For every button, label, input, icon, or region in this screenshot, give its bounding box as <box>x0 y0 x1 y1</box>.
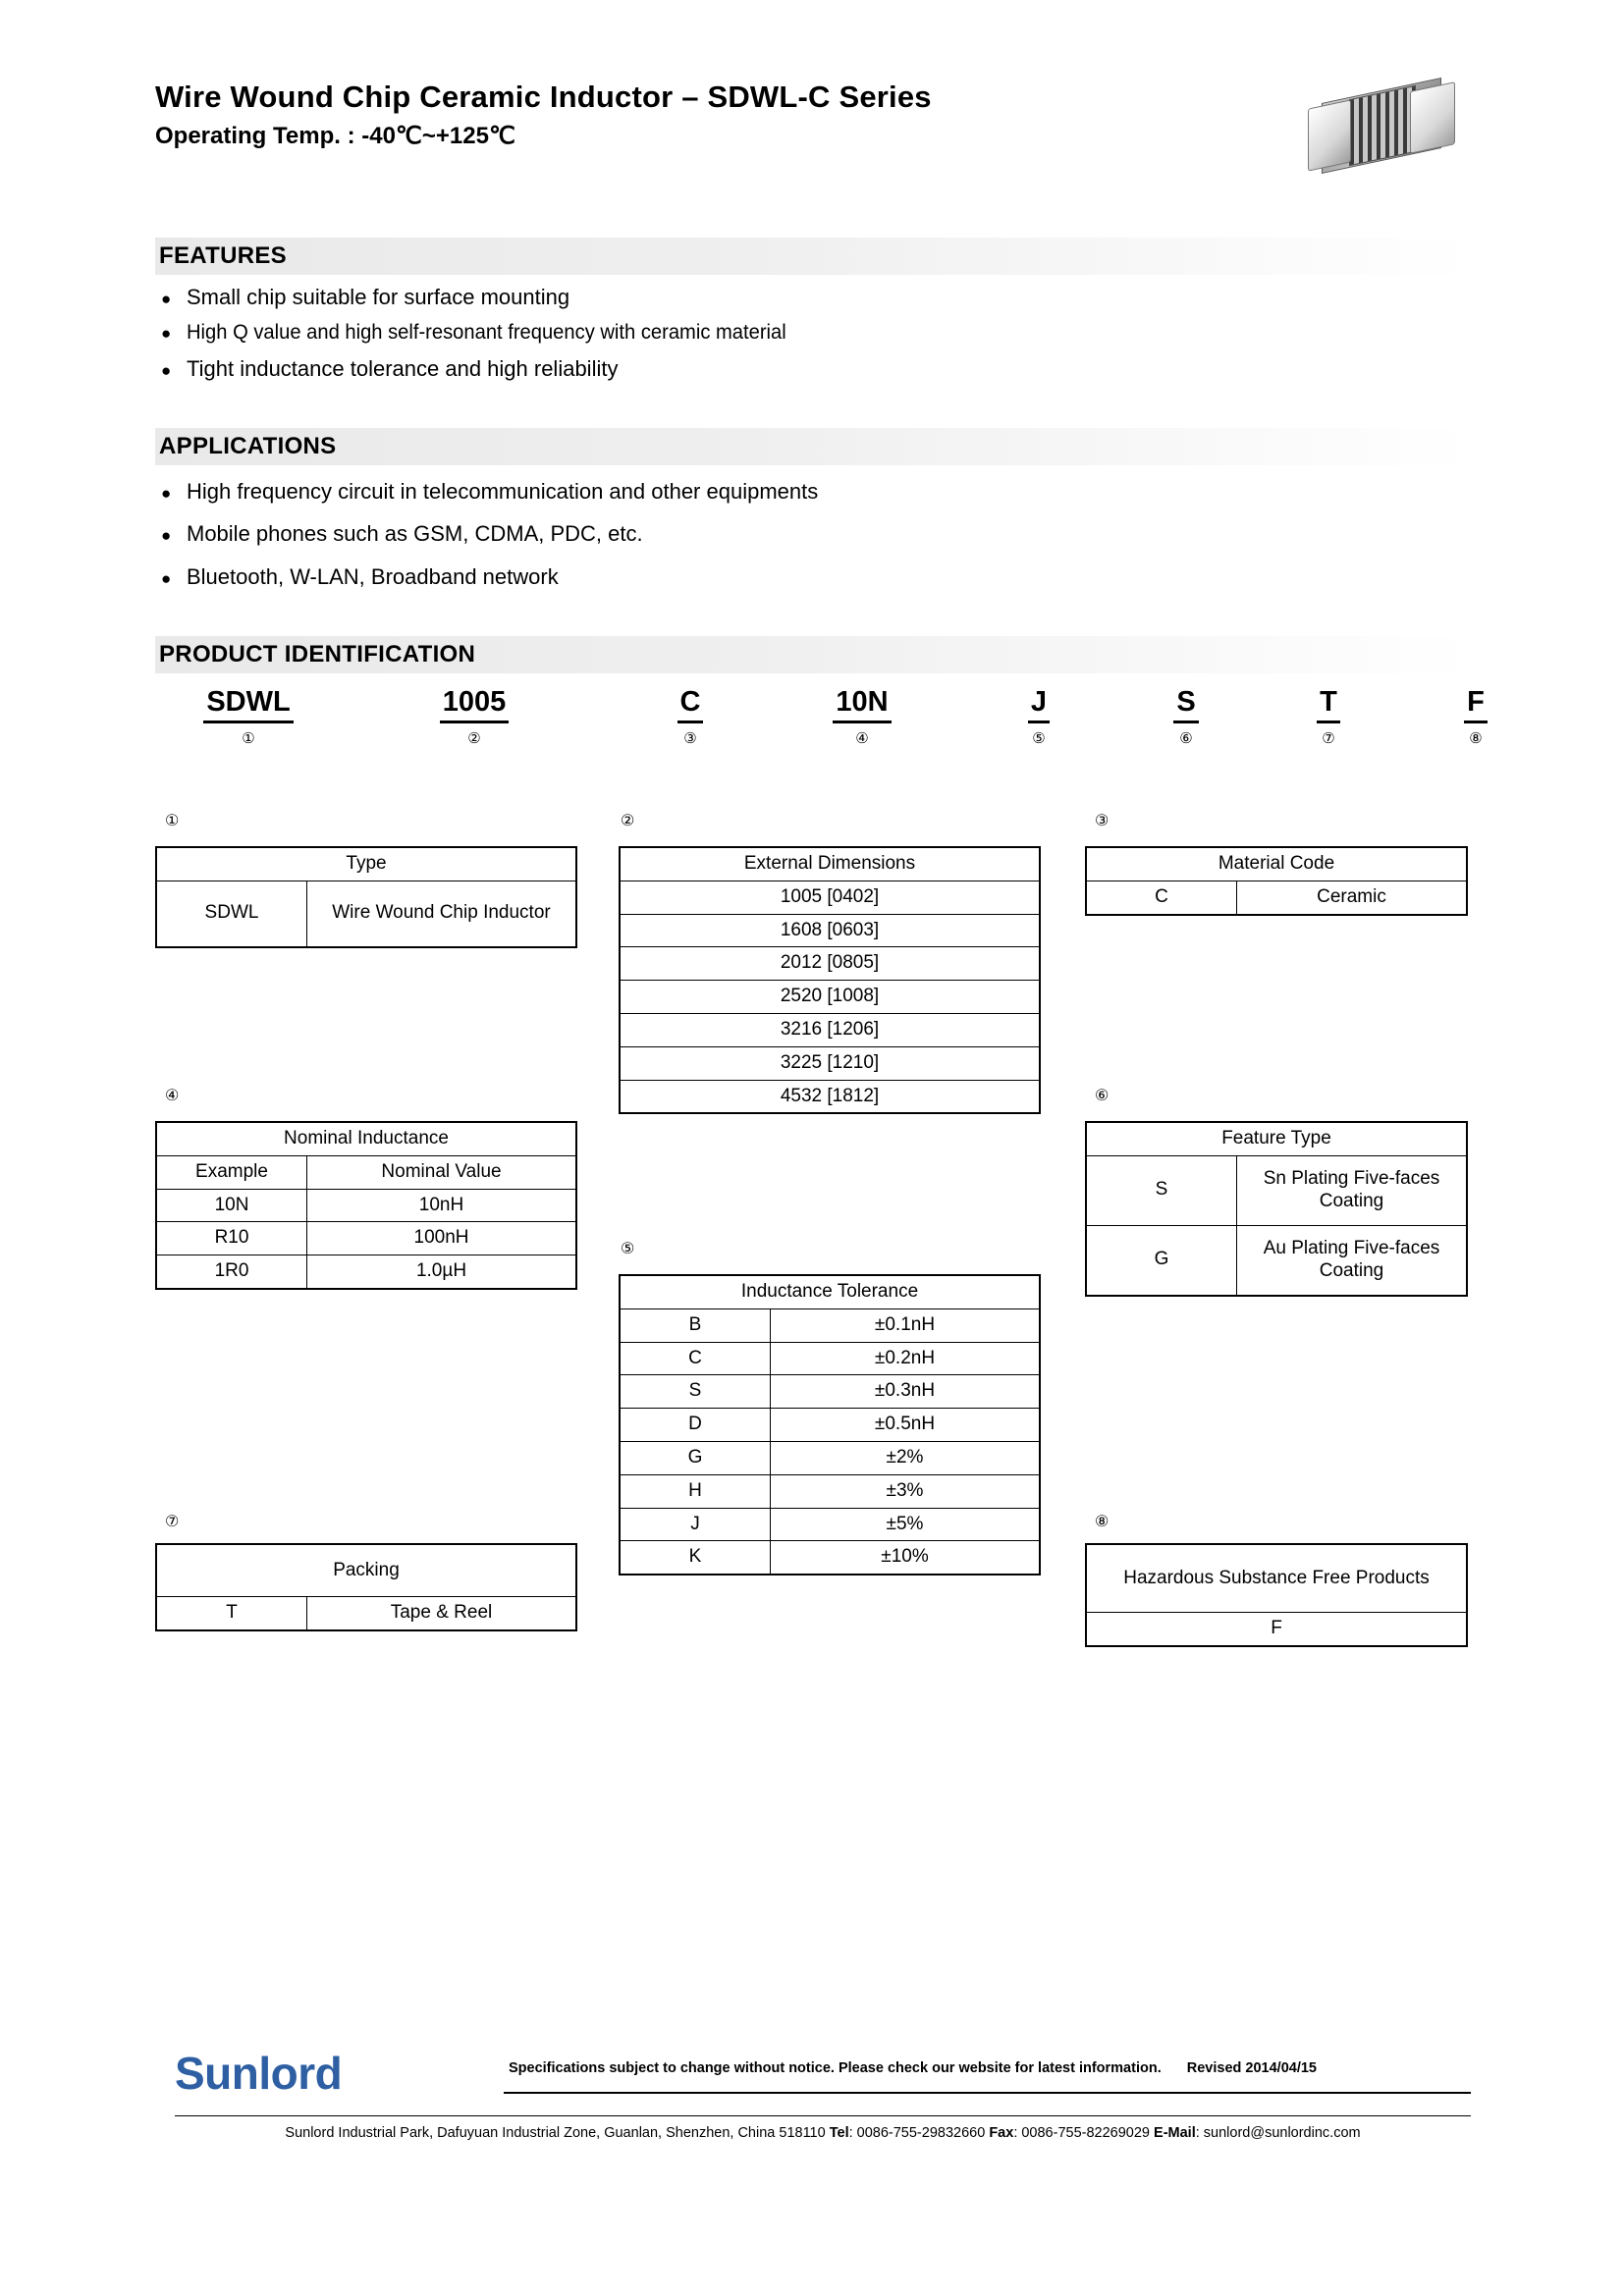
code-part-5-index: ⑤ <box>1032 729 1046 747</box>
tolerance-value-cell: ±0.2nH <box>771 1342 1041 1375</box>
code-part-4-index: ④ <box>855 729 869 747</box>
code-part-8-text: F <box>1464 687 1488 723</box>
marker-8: ⑧ <box>1095 1514 1110 1530</box>
code-part-7 <box>1284 687 1373 747</box>
footer-divider-bottom <box>175 2115 1471 2116</box>
table-row <box>620 1375 1040 1409</box>
footer-divider-top <box>504 2092 1471 2094</box>
type-table-header: Type <box>156 847 576 881</box>
table-row <box>1086 1155 1467 1225</box>
table-row <box>156 881 576 947</box>
chip-terminal-right <box>1410 81 1455 154</box>
feature-text: High Q value and high self-resonant frequency with ceramic material <box>187 321 786 345</box>
code-part-1-text: SDWL <box>203 687 293 723</box>
footer-email-label: E-Mail <box>1154 2125 1196 2141</box>
ext-dim-cell: 3225 [1210] <box>620 1046 1040 1080</box>
feature-code-cell: G <box>1086 1225 1237 1296</box>
page-title: Wire Wound Chip Ceramic Inductor – SDWL-C Series <box>155 80 932 114</box>
marker-2: ② <box>621 813 635 829</box>
section-heading-features <box>155 238 1471 275</box>
tolerance-code-cell: D <box>620 1409 771 1442</box>
nominal-inductance-header: Nominal Inductance <box>156 1122 576 1155</box>
table-row <box>156 1222 576 1255</box>
nominal-value-cell: 10nH <box>307 1189 577 1222</box>
material-code-header: Material Code <box>1086 847 1467 881</box>
packing-code-cell: T <box>156 1597 307 1630</box>
tolerance-value-cell: ±0.1nH <box>771 1308 1041 1342</box>
tolerance-code-cell: S <box>620 1375 771 1409</box>
table-row <box>620 1080 1040 1113</box>
table-row <box>620 1046 1040 1080</box>
bullet-icon: ● <box>161 484 172 503</box>
footer-address: Sunlord Industrial Park, Dafuyuan Industrial Zone, Guanlan, Shenzhen, China 518110 <box>285 2125 826 2141</box>
code-part-2-index: ② <box>467 729 481 747</box>
table-row <box>156 1189 576 1222</box>
application-text: High frequency circuit in telecommunication and other equipments <box>187 479 819 504</box>
type-desc-cell: Wire Wound Chip Inductor <box>307 881 577 947</box>
footer-tel-value: : 0086-755-29832660 <box>848 2125 986 2141</box>
tolerance-code-cell: C <box>620 1342 771 1375</box>
table-row <box>156 1155 576 1189</box>
code-part-4 <box>793 687 931 747</box>
product-identification-heading-text: PRODUCT IDENTIFICATION <box>159 641 476 667</box>
hazardous-header: Hazardous Substance Free Products <box>1086 1544 1467 1613</box>
feature-type-header: Feature Type <box>1086 1122 1467 1155</box>
tolerance-code-cell: H <box>620 1474 771 1508</box>
code-part-8-index: ⑧ <box>1469 729 1483 747</box>
table-inductance-tolerance <box>619 1274 1041 1575</box>
column-header-nominal-value: Nominal Value <box>307 1155 577 1189</box>
table-row <box>620 881 1040 914</box>
list-item <box>155 356 1471 381</box>
table-row <box>620 1508 1040 1541</box>
table-row <box>1086 1225 1467 1296</box>
code-part-7-text: T <box>1317 687 1340 723</box>
list-item <box>155 285 1471 309</box>
feature-text: Small chip suitable for surface mounting <box>187 285 570 309</box>
marker-5: ⑤ <box>621 1241 635 1257</box>
list-item <box>155 564 1471 589</box>
footer-fax-value: : 0086-755-82269029 <box>1013 2125 1150 2141</box>
table-row <box>620 1308 1040 1342</box>
footer-revision-date: Revised 2014/04/15 <box>1186 2060 1317 2076</box>
table-row <box>156 1597 576 1630</box>
feature-text: Tight inductance tolerance and high reliability <box>187 356 619 382</box>
table-row <box>156 1255 576 1289</box>
application-text: Bluetooth, W-LAN, Broadband network <box>187 563 559 589</box>
table-feature-type <box>1085 1121 1468 1297</box>
section-heading-product-identification <box>155 636 1471 673</box>
application-text: Mobile phones such as GSM, CDMA, PDC, etc. <box>187 521 643 547</box>
table-row <box>1086 881 1467 914</box>
tolerance-code-cell: J <box>620 1508 771 1541</box>
code-part-4-text: 10N <box>833 687 891 723</box>
ext-dim-cell: 3216 [1206] <box>620 1013 1040 1046</box>
type-code-cell: SDWL <box>156 881 307 947</box>
code-part-3-index: ③ <box>683 729 697 747</box>
table-row <box>620 1342 1040 1375</box>
features-heading-text: FEATURES <box>159 242 287 269</box>
code-part-5 <box>995 687 1083 747</box>
nominal-value-cell: 1.0µH <box>307 1255 577 1289</box>
list-item <box>155 321 1471 345</box>
material-name-cell: Ceramic <box>1237 881 1468 914</box>
tolerance-value-cell: ±0.5nH <box>771 1409 1041 1442</box>
hazardous-code-cell: F <box>1086 1613 1467 1646</box>
footer-disclaimer <box>509 2060 1471 2076</box>
tolerance-value-cell: ±10% <box>771 1541 1041 1575</box>
table-row <box>620 1541 1040 1575</box>
code-part-2 <box>401 687 548 747</box>
nominal-value-cell: 100nH <box>307 1222 577 1255</box>
table-row <box>620 914 1040 947</box>
code-part-2-text: 1005 <box>440 687 510 723</box>
ext-dim-cell: 2520 [1008] <box>620 981 1040 1014</box>
table-row <box>1086 1613 1467 1646</box>
table-row <box>156 1122 576 1155</box>
table-row <box>620 1013 1040 1046</box>
footer-contact-line <box>175 2123 1471 2143</box>
applications-heading-text: APPLICATIONS <box>159 433 337 459</box>
packing-desc-cell: Tape & Reel <box>307 1597 577 1630</box>
column-header-example: Example <box>156 1155 307 1189</box>
table-row <box>620 1441 1040 1474</box>
ext-dim-cell: 4532 [1812] <box>620 1080 1040 1113</box>
code-part-6-text: S <box>1173 687 1198 723</box>
material-code-cell: C <box>1086 881 1237 914</box>
bullet-icon: ● <box>161 568 172 588</box>
bullet-icon: ● <box>161 324 172 344</box>
table-row <box>1086 1544 1467 1613</box>
features-list <box>155 285 1471 394</box>
ext-dim-cell: 1608 [0603] <box>620 914 1040 947</box>
tolerance-code-cell: K <box>620 1541 771 1575</box>
document-header <box>155 79 1471 151</box>
part-number-code-row <box>155 686 1485 756</box>
code-part-8 <box>1432 687 1520 747</box>
code-part-7-index: ⑦ <box>1322 729 1335 747</box>
code-part-1 <box>165 687 332 747</box>
code-part-1-index: ① <box>242 729 255 747</box>
bullet-icon: ● <box>161 526 172 546</box>
table-row <box>620 947 1040 981</box>
chip-inductor-image <box>1304 69 1471 191</box>
list-item <box>155 479 1471 504</box>
marker-1: ① <box>165 813 180 829</box>
table-material-code <box>1085 846 1468 916</box>
table-packing <box>155 1543 577 1631</box>
table-row <box>620 847 1040 881</box>
marker-3: ③ <box>1095 813 1110 829</box>
operating-temp-subtitle: Operating Temp. : -40℃~+125℃ <box>155 123 515 150</box>
ext-dim-cell: 2012 [0805] <box>620 947 1040 981</box>
feature-desc-cell: Sn Plating Five-faces Coating <box>1237 1155 1468 1225</box>
code-part-3 <box>646 687 734 747</box>
marker-6: ⑥ <box>1095 1088 1110 1104</box>
table-row <box>620 1409 1040 1442</box>
marker-7: ⑦ <box>165 1514 180 1530</box>
tolerance-code-cell: B <box>620 1308 771 1342</box>
table-row <box>1086 847 1467 881</box>
code-part-6 <box>1142 687 1230 747</box>
table-row <box>620 1474 1040 1508</box>
feature-desc-cell: Au Plating Five-faces Coating <box>1237 1225 1468 1296</box>
nominal-example-cell: 1R0 <box>156 1255 307 1289</box>
tolerance-value-cell: ±3% <box>771 1474 1041 1508</box>
nominal-example-cell: 10N <box>156 1189 307 1222</box>
code-part-3-text: C <box>677 687 704 723</box>
tolerance-value-cell: ±5% <box>771 1508 1041 1541</box>
footer-tel-label: Tel <box>829 2125 849 2141</box>
tolerance-code-cell: G <box>620 1441 771 1474</box>
tolerance-header: Inductance Tolerance <box>620 1275 1040 1308</box>
nominal-example-cell: R10 <box>156 1222 307 1255</box>
table-nominal-inductance <box>155 1121 577 1290</box>
chip-winding-shape <box>1349 85 1416 166</box>
marker-4: ④ <box>165 1088 180 1104</box>
tolerance-value-cell: ±0.3nH <box>771 1375 1041 1409</box>
code-part-5-text: J <box>1028 687 1050 723</box>
list-item <box>155 521 1471 546</box>
table-external-dimensions <box>619 846 1041 1114</box>
table-row <box>1086 1122 1467 1155</box>
bullet-icon: ● <box>161 290 172 308</box>
footer-email-value: : sunlord@sunlordinc.com <box>1195 2125 1361 2141</box>
feature-code-cell: S <box>1086 1155 1237 1225</box>
table-hazardous-substance-free <box>1085 1543 1468 1647</box>
code-part-6-index: ⑥ <box>1179 729 1193 747</box>
footer-disclaimer-text: Specifications subject to change without notice. Please check our website for latest information. <box>509 2060 1162 2076</box>
applications-list <box>155 479 1471 601</box>
table-row <box>156 847 576 881</box>
bullet-icon: ● <box>161 361 172 381</box>
ext-dim-header: External Dimensions <box>620 847 1040 881</box>
table-row <box>620 1275 1040 1308</box>
company-logo: Sunlord <box>175 2048 343 2099</box>
footer-fax-label: Fax <box>989 2125 1014 2141</box>
packing-header: Packing <box>156 1544 576 1597</box>
chip-terminal-left <box>1308 99 1351 171</box>
section-heading-applications <box>155 428 1471 465</box>
table-row <box>620 981 1040 1014</box>
table-row <box>156 1544 576 1597</box>
tolerance-value-cell: ±2% <box>771 1441 1041 1474</box>
table-type <box>155 846 577 948</box>
ext-dim-cell: 1005 [0402] <box>620 881 1040 914</box>
